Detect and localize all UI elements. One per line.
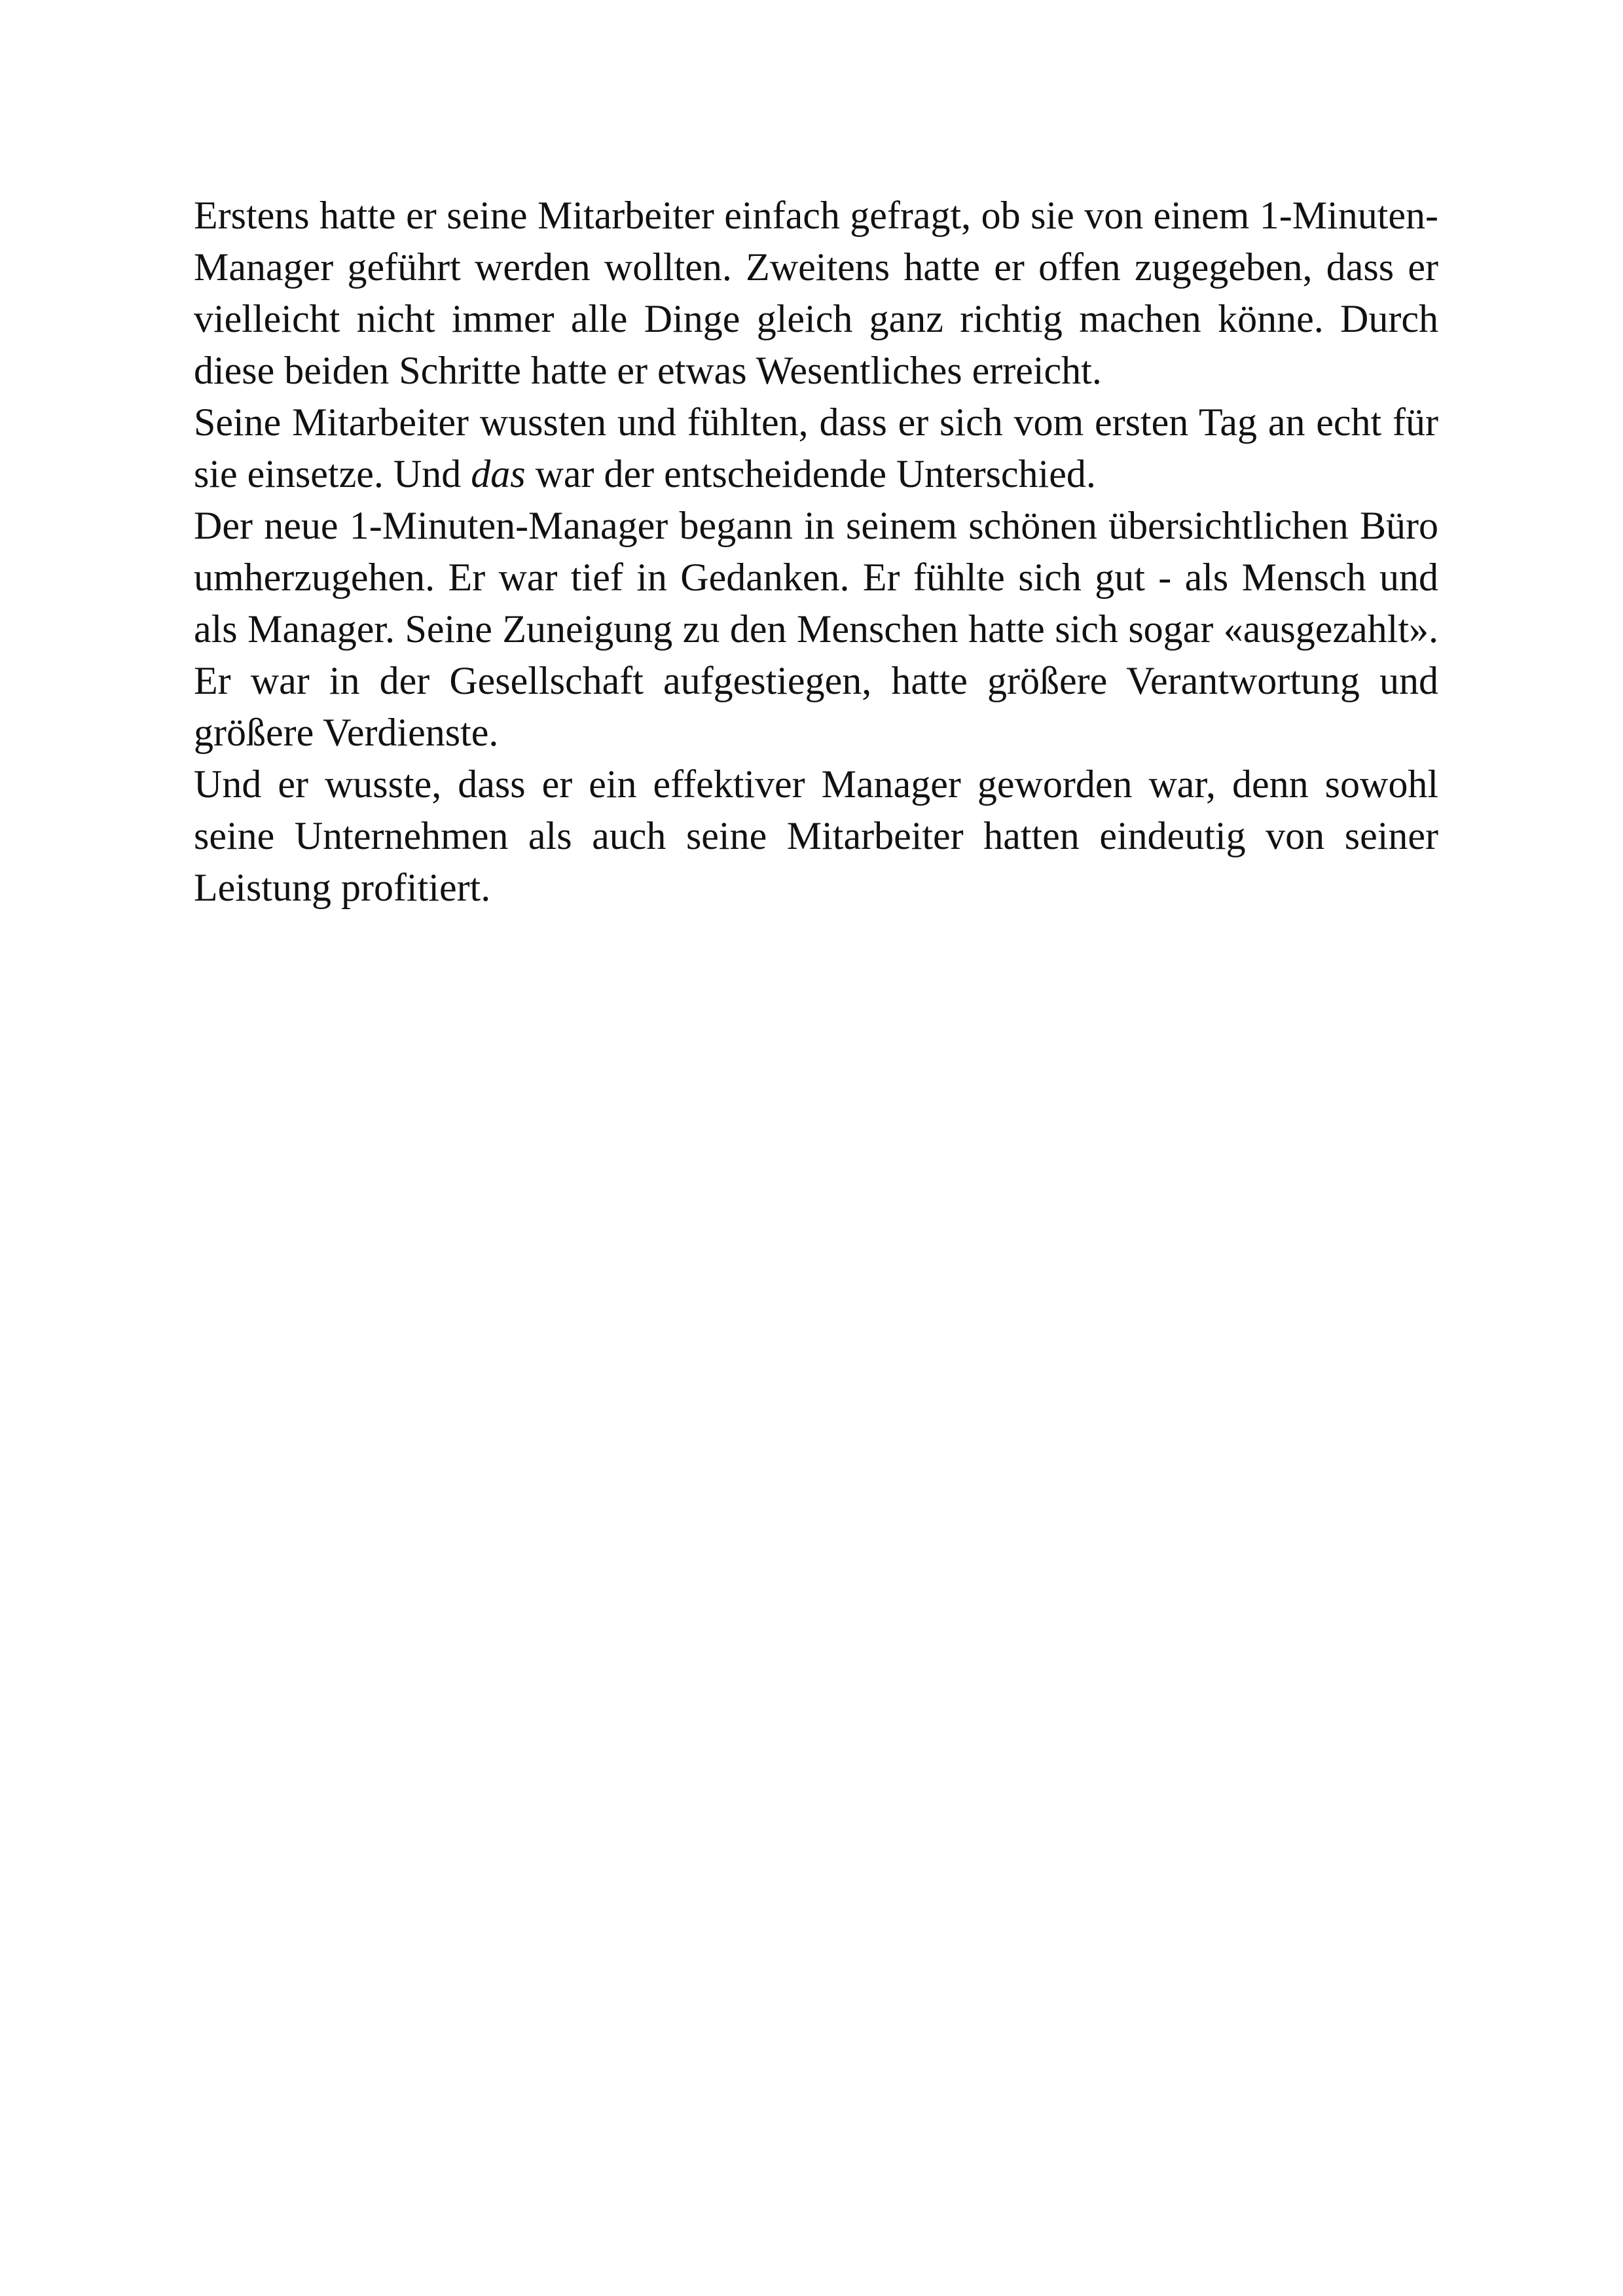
- paragraph-2: [194, 397, 1438, 500]
- emphasized-word: das: [471, 452, 526, 495]
- paragraph-4: Und er wusste, dass er ein effektiver Manager geworden war, denn sowohl seine Unternehmen als auch seine Mitarbeiter hatten eindeutig von seiner Leistung profitiert.: [194, 762, 1438, 909]
- paragraph-1: Erstens hatte er seine Mitarbeiter einfach gefragt, ob sie von einem 1-Minuten-Manager geführt werden wollten. Zweitens hatte er offen zugegeben, dass er vielleicht nicht immer alle Dinge gleich ganz richtig machen könne. Durch diese beiden Schritte hatte er etwas Wesentliches erreicht.: [194, 194, 1438, 392]
- paragraph-2-end: war der entscheidende Unterschied.: [525, 452, 1096, 495]
- body-text: [194, 190, 1438, 914]
- paragraph-2-start: Seine Mitarbeiter wussten und fühlten, dass er sich vom ersten Tag an echt für sie einsetze. Und: [194, 401, 1438, 495]
- paragraph-3: Der neue 1-Minuten-Manager begann in seinem schönen übersichtlichen Büro umherzugehen. Er war tief in Gedanken. Er fühlte sich gut - als Mensch und als Manager. Seine Zuneigung zu den Menschen hatte sich sogar «ausgezahlt». Er war in der Gesellschaft aufgestiegen, hatte größere Verantwortung und größere Verdienste.: [194, 504, 1438, 754]
